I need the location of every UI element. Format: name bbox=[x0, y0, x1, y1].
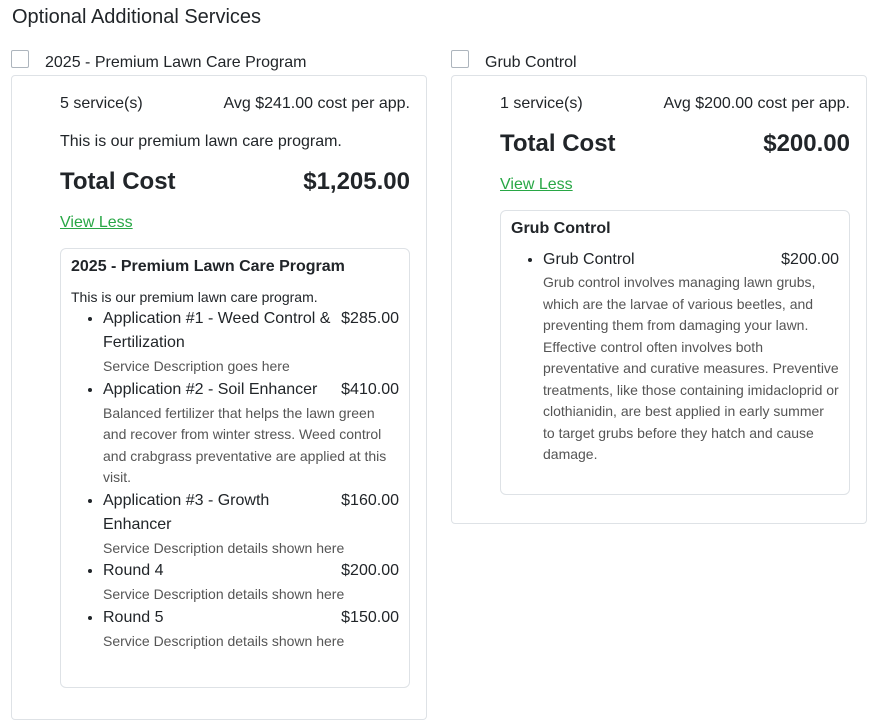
service-name-label[interactable]: 2025 - Premium Lawn Care Program bbox=[45, 54, 307, 71]
item-name: • Application #2 - Soil Enhancer bbox=[103, 380, 318, 398]
service-name-label[interactable]: Grub Control bbox=[485, 54, 577, 71]
item-name: • Round 4 bbox=[103, 562, 164, 579]
detail-title: Grub Control bbox=[511, 220, 611, 237]
service-count: 1 service(s) bbox=[500, 95, 583, 112]
service-checkbox[interactable] bbox=[451, 50, 469, 68]
service-select-row[interactable] bbox=[451, 48, 867, 75]
list-item bbox=[543, 249, 839, 466]
service-detail-panel bbox=[500, 210, 850, 495]
list-item bbox=[103, 307, 399, 378]
avg-cost: Avg $200.00 cost per app. bbox=[663, 95, 850, 112]
item-description: Balanced fertilizer that helps the lawn green and recover from winter stress. Weed control and crabgrass preventative are applied at this visit. bbox=[103, 404, 387, 485]
service-checkbox[interactable] bbox=[11, 50, 29, 68]
service-item-list bbox=[71, 307, 399, 652]
list-item bbox=[103, 559, 399, 606]
item-price: $150.00 bbox=[341, 608, 399, 626]
total-cost-label: Total Cost bbox=[500, 130, 616, 157]
item-price: $200.00 bbox=[781, 251, 839, 268]
service-item-list bbox=[511, 249, 839, 466]
total-cost-row bbox=[60, 168, 410, 196]
service-card bbox=[451, 75, 867, 524]
item-price: $285.00 bbox=[341, 310, 399, 327]
view-less-link[interactable]: View Less bbox=[60, 214, 133, 231]
service-description: This is our premium lawn care program. bbox=[60, 133, 342, 150]
total-cost-label: Total Cost bbox=[60, 168, 176, 195]
service-grub-control bbox=[451, 48, 867, 524]
item-description: Grub control involves managing lawn grubs, which are the larvae of various beetles, and preventing them from damaging your lawn. Effective control often involves both preventative and curative measures. Preventive treatments, like those containing imidacloprid or clothianidin, are best applied in early summer to target grubs before they hatch and cause damage. bbox=[543, 274, 839, 462]
item-price: $200.00 bbox=[341, 562, 399, 579]
service-detail-panel bbox=[60, 248, 410, 688]
item-name: • Grub Control bbox=[543, 251, 635, 268]
avg-cost: Avg $241.00 cost per app. bbox=[223, 95, 410, 112]
item-description: Service Description details shown here bbox=[103, 586, 345, 602]
list-item bbox=[103, 606, 399, 653]
item-price: $160.00 bbox=[341, 491, 399, 509]
item-description: Service Description goes here bbox=[103, 358, 290, 374]
service-select-row[interactable] bbox=[11, 48, 427, 75]
total-cost-row bbox=[500, 130, 850, 158]
item-description: Service Description details shown here bbox=[103, 632, 345, 649]
page-title: Optional Additional Services bbox=[12, 6, 262, 28]
item-description: Service Description details shown here bbox=[103, 539, 345, 556]
item-price: $410.00 bbox=[341, 380, 399, 398]
detail-description: This is our premium lawn care program. bbox=[71, 289, 318, 305]
service-premium-lawn-care bbox=[11, 48, 427, 720]
service-summary-row bbox=[60, 95, 410, 113]
service-summary-row bbox=[500, 95, 850, 113]
total-cost-value: $200.00 bbox=[763, 130, 850, 157]
service-card bbox=[11, 75, 427, 720]
service-count: 5 service(s) bbox=[60, 95, 143, 112]
list-item bbox=[103, 489, 399, 560]
item-name: • Round 5 bbox=[103, 608, 164, 626]
item-name: • Application #1 - Weed Control & Fertilization bbox=[103, 310, 331, 351]
view-less-link[interactable]: View Less bbox=[500, 176, 573, 193]
list-item bbox=[103, 378, 399, 489]
total-cost-value: $1,205.00 bbox=[303, 168, 410, 195]
item-name: • Application #3 - Growth Enhancer bbox=[103, 491, 270, 533]
detail-title: 2025 - Premium Lawn Care Program bbox=[71, 258, 345, 275]
